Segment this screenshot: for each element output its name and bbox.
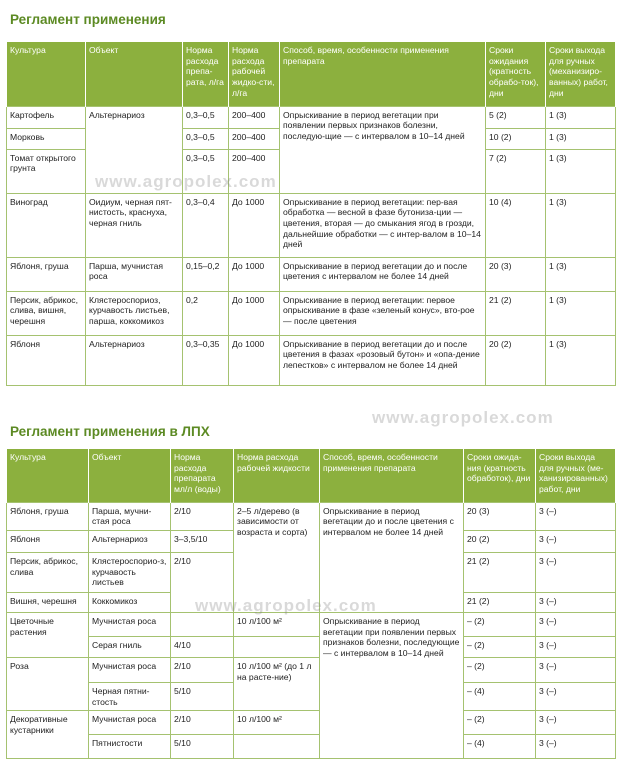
norm-cell: 0,3–0,4 xyxy=(183,193,229,257)
method-cell: Опрыскивание в период вегетации до и после цветения с интервалом не более 14 дней xyxy=(320,502,464,612)
liquid-cell xyxy=(234,735,320,759)
method-cell: Опрыскивание в период вегетации при появлении первых признаков болезни, последующие — с интервалом в 10–14 дней xyxy=(320,612,464,758)
s2-header-crop: Культура xyxy=(7,449,89,502)
s2-header-method: Способ, время, особенности применения препарата xyxy=(320,449,464,502)
crop-cell: Морковь xyxy=(7,128,86,149)
table-row xyxy=(7,711,616,735)
table-row xyxy=(7,291,616,335)
object-cell: Черная пятни-стость xyxy=(89,682,171,710)
s1-header-method: Способ, время, особенности применения препарата xyxy=(280,42,486,106)
table-row xyxy=(7,612,616,636)
crop-cell: Виноград xyxy=(7,193,86,257)
norm-cell: 2/10 xyxy=(171,711,234,735)
exit-cell: 1 (3) xyxy=(546,257,616,291)
norm-cell: 5/10 xyxy=(171,735,234,759)
wait-cell: 10 (2) xyxy=(486,128,546,149)
crop-cell: Яблоня xyxy=(7,335,86,385)
norm-cell: 0,3–0,35 xyxy=(183,335,229,385)
exit-cell: 3 (–) xyxy=(536,592,616,612)
table-row xyxy=(7,257,616,291)
crop-cell: Вишня, черешня xyxy=(7,592,89,612)
norm-cell: 4/10 xyxy=(171,636,234,657)
exit-cell: 1 (3) xyxy=(546,106,616,128)
crop-cell: Персик, абрикос, слива xyxy=(7,552,89,592)
object-cell: Клястероспориоз, курчавость листьев, парша, коккомикоз xyxy=(86,291,183,335)
watermark-logo: www.agropolex.com xyxy=(372,408,554,427)
norm-cell: 0,2 xyxy=(183,291,229,335)
crop-cell: Цветочные растения xyxy=(7,612,89,657)
s1-header-object: Объект xyxy=(86,42,183,106)
norm-cell: 0,15–0,2 xyxy=(183,257,229,291)
object-cell: Пятнистости xyxy=(89,735,171,759)
liquid-cell: 200–400 xyxy=(229,149,280,193)
wait-cell: 20 (2) xyxy=(486,335,546,385)
wait-cell: – (2) xyxy=(464,711,536,735)
s1-header-wait: Сроки ожидания (кратность обрабо-ток), дни xyxy=(486,42,546,106)
table-row xyxy=(7,193,616,257)
wait-cell: – (4) xyxy=(464,735,536,759)
s1-header-norm: Норма расхода препа-рата, л/га xyxy=(183,42,229,106)
wait-cell: 20 (3) xyxy=(486,257,546,291)
liquid-cell xyxy=(234,636,320,657)
object-cell: Альтернариоз xyxy=(86,106,183,193)
wait-cell: – (2) xyxy=(464,657,536,682)
norm-cell: 2/10 xyxy=(171,657,234,682)
method-cell: Опрыскивание в период вегетации: первое опрыскивание в фазе «зеленый конус», вто-рое — после цветения xyxy=(280,291,486,335)
exit-cell: 1 (3) xyxy=(546,128,616,149)
wait-cell: 10 (4) xyxy=(486,193,546,257)
section1-header-row xyxy=(7,42,616,106)
object-cell: Альтернариоз xyxy=(86,335,183,385)
method-cell: Опрыскивание в период вегетации при появлении первых признаков болезни, последую-щие — с интервалом в 10–14 дней xyxy=(280,106,486,193)
s1-header-crop: Культура xyxy=(7,42,86,106)
table-row xyxy=(7,106,616,128)
object-cell: Клястероспорио-з, курчавость листьев xyxy=(89,552,171,592)
exit-cell: 3 (–) xyxy=(536,502,616,530)
wait-cell: 21 (2) xyxy=(464,552,536,592)
wait-cell: 5 (2) xyxy=(486,106,546,128)
liquid-cell: До 1000 xyxy=(229,257,280,291)
section2-title: Регламент применения в ЛПХ xyxy=(10,424,210,439)
method-cell: Опрыскивание в период вегетации до и после цветения в фазах «розовый бутон» и «опа-дение лепестков» с интервалом не более 14 дней xyxy=(280,335,486,385)
wait-cell: – (2) xyxy=(464,636,536,657)
section2-header-row xyxy=(7,449,616,502)
norm-cell: 5/10 xyxy=(171,682,234,710)
wait-cell: – (2) xyxy=(464,612,536,636)
object-cell: Мучнистая роса xyxy=(89,657,171,682)
crop-cell: Персик, абрикос, слива, вишня, черешня xyxy=(7,291,86,335)
object-cell: Мучнистая роса xyxy=(89,711,171,735)
crop-cell: Томат открытого грунта xyxy=(7,149,86,193)
norm-cell: 0,3–0,5 xyxy=(183,128,229,149)
exit-cell: 1 (3) xyxy=(546,149,616,193)
s1-header-exit: Сроки выхода для ручных (механизиро-ванных) работ, дни xyxy=(546,42,616,106)
s1-header-liquid: Норма расхода рабочей жидко-сти, л/га xyxy=(229,42,280,106)
norm-cell: 3–3,5/10 xyxy=(171,530,234,552)
exit-cell: 3 (–) xyxy=(536,530,616,552)
crop-cell: Яблоня, груша xyxy=(7,502,89,530)
norm-cell: 2/10 xyxy=(171,552,234,612)
liquid-cell: До 1000 xyxy=(229,291,280,335)
liquid-cell: 10 л/100 м² xyxy=(234,612,320,636)
crop-cell: Декоративные кустарники xyxy=(7,711,89,759)
section1-table xyxy=(6,42,616,386)
wait-cell: – (4) xyxy=(464,682,536,710)
object-cell: Парша, мучни-стая роса xyxy=(89,502,171,530)
exit-cell: 3 (–) xyxy=(536,735,616,759)
liquid-cell: До 1000 xyxy=(229,335,280,385)
wait-cell: 21 (2) xyxy=(486,291,546,335)
object-cell: Коккомикоз xyxy=(89,592,171,612)
method-cell: Опрыскивание в период вегетации до и после цветения с интервалом не более 14 дней xyxy=(280,257,486,291)
wait-cell: 7 (2) xyxy=(486,149,546,193)
exit-cell: 1 (3) xyxy=(546,335,616,385)
object-cell: Парша, мучнистая роса xyxy=(86,257,183,291)
s2-header-object: Объект xyxy=(89,449,171,502)
table-row xyxy=(7,502,616,530)
norm-cell: 0,3–0,5 xyxy=(183,149,229,193)
exit-cell: 3 (–) xyxy=(536,552,616,592)
watermark-logo: www.agropolex.com xyxy=(195,596,377,615)
liquid-cell: 10 л/100 м² xyxy=(234,711,320,735)
table-row xyxy=(7,735,616,759)
object-cell: Серая гниль xyxy=(89,636,171,657)
liquid-cell: 200–400 xyxy=(229,106,280,128)
norm-cell: 2/10 xyxy=(171,502,234,530)
exit-cell: 3 (–) xyxy=(536,711,616,735)
exit-cell: 3 (–) xyxy=(536,612,616,636)
liquid-cell: 2–5 л/дерево (в зависимости от возраста и сорта) xyxy=(234,502,320,612)
liquid-cell: 10 л/100 м² (до 1 л на расте-ние) xyxy=(234,657,320,710)
crop-cell: Роза xyxy=(7,657,89,710)
exit-cell: 3 (–) xyxy=(536,657,616,682)
method-cell: Опрыскивание в период вегетации: пер-вая обработка — весной в фазе бутониза-ции — цветения, вторая — до смыкания ягод в грозди, дальнейшие обработки — с интер-валом в 10–14 дней xyxy=(280,193,486,257)
exit-cell: 1 (3) xyxy=(546,291,616,335)
s2-header-wait: Сроки ожида-ния (кратность обработок), дни xyxy=(464,449,536,502)
exit-cell: 3 (–) xyxy=(536,682,616,710)
crop-cell: Картофель xyxy=(7,106,86,128)
liquid-cell: До 1000 xyxy=(229,193,280,257)
crop-cell: Яблоня, груша xyxy=(7,257,86,291)
object-cell: Оидиум, черная пят-нистость, краснуха, черная гниль xyxy=(86,193,183,257)
norm-cell: 0,3–0,5 xyxy=(183,106,229,128)
wait-cell: 21 (2) xyxy=(464,592,536,612)
table-row xyxy=(7,636,616,657)
table-row xyxy=(7,657,616,682)
wait-cell: 20 (3) xyxy=(464,502,536,530)
section1-title: Регламент применения xyxy=(10,12,166,27)
s2-header-exit: Сроки выхода для ручных (ме-ханизированных) работ, дни xyxy=(536,449,616,502)
watermark-logo: www.agropolex.com xyxy=(95,172,277,191)
liquid-cell: 200–400 xyxy=(229,128,280,149)
object-cell: Альтернариоз xyxy=(89,530,171,552)
table-row xyxy=(7,335,616,385)
object-cell: Мучнистая роса xyxy=(89,612,171,636)
exit-cell: 3 (–) xyxy=(536,636,616,657)
exit-cell: 1 (3) xyxy=(546,193,616,257)
norm-cell xyxy=(171,612,234,636)
s2-header-liquid: Норма расхода рабочей жидкости xyxy=(234,449,320,502)
crop-cell: Яблоня xyxy=(7,530,89,552)
wait-cell: 20 (2) xyxy=(464,530,536,552)
s2-header-norm: Норма расхода препарата мл/л (воды) xyxy=(171,449,234,502)
